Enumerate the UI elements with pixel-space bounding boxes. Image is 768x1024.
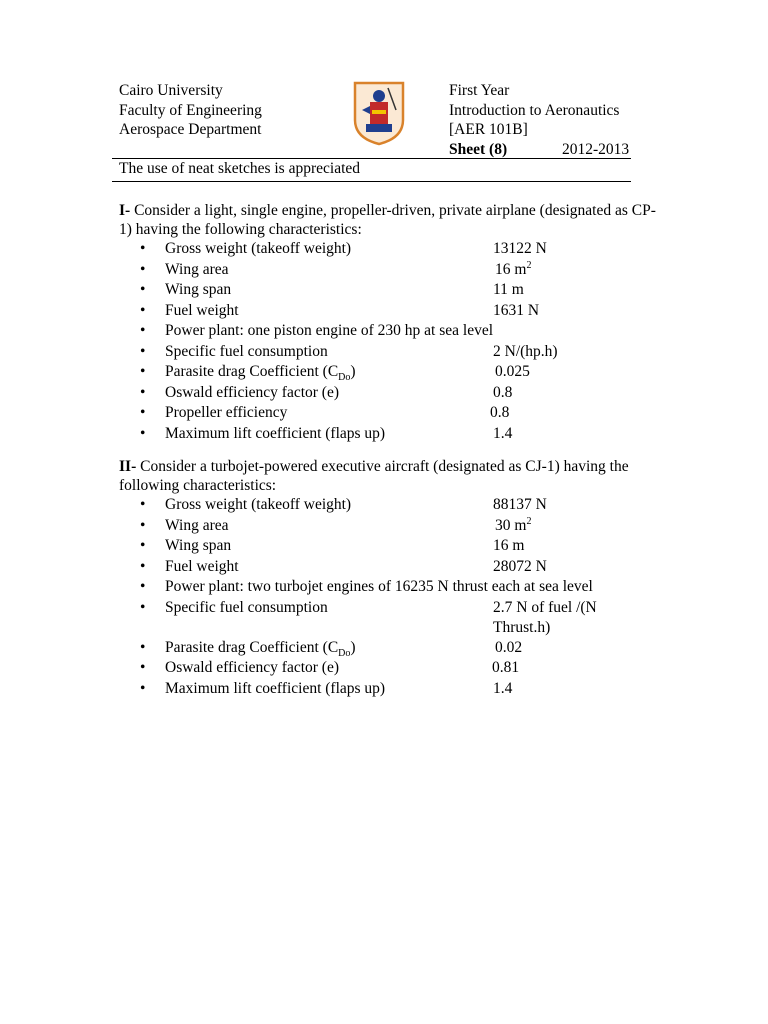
item-label: Oswald efficiency factor (e) bbox=[165, 659, 339, 676]
course-year: First Year bbox=[449, 82, 510, 99]
faculty-name: Faculty of Engineering bbox=[119, 101, 262, 119]
item-value: 11 m bbox=[493, 281, 524, 298]
item-label: Maximum lift coefficient (flaps up) bbox=[165, 679, 386, 697]
item-value: 0.81 bbox=[492, 659, 520, 676]
question-1-list bbox=[119, 239, 659, 444]
list-item: • Oswald efficiency factor (e) 0.81 bbox=[140, 659, 520, 676]
list-item: • Wing area 30 $m^2$ bbox=[140, 515, 532, 534]
item-value: 13122 N bbox=[493, 240, 547, 257]
item-value: 1631 N bbox=[493, 301, 540, 319]
item-value: 88137 N bbox=[493, 496, 547, 513]
item-label: Wing span bbox=[165, 281, 232, 298]
item-value: 0.8 bbox=[490, 404, 510, 421]
list-item: • Power plant: one piston engine of 230 hp at sea level bbox=[140, 322, 494, 339]
sketch-note: The use of neat sketches is appreciated bbox=[119, 160, 361, 177]
department-name: Aerospace Department bbox=[119, 121, 262, 138]
item-value: 0.025 bbox=[495, 363, 530, 380]
item-value: 2.7 N of fuel /(N Thrust.h) bbox=[493, 598, 597, 636]
question-1-text: Consider a light, single engine, propeller-driven, private airplane (designated as CP-1) having the following characteristics: bbox=[119, 202, 656, 238]
list-item: • Gross weight (takeoff weight) 13122 N bbox=[140, 240, 547, 257]
superscript: 2 bbox=[526, 259, 532, 271]
superscript: 2 bbox=[526, 515, 532, 527]
academic-year: 2012-2013 bbox=[562, 140, 630, 158]
item-label: Parasite drag Coefficient $(C_{Do})$ bbox=[165, 363, 356, 384]
item-label: Gross weight (takeoff weight) bbox=[165, 496, 352, 513]
list-item: • Maximum lift coefficient (flaps up) 1.4 bbox=[140, 679, 513, 697]
item-label: Wing area bbox=[165, 260, 229, 278]
course-code: [AER 101B] bbox=[449, 121, 528, 138]
subscript: Do bbox=[338, 647, 351, 659]
item-label: Maximum lift coefficient (flaps up) bbox=[165, 424, 386, 442]
university-name: Cairo University bbox=[119, 82, 223, 99]
item-label: Propeller efficiency bbox=[165, 404, 288, 421]
list-item: • Gross weight (takeoff weight) 88137 N bbox=[140, 496, 547, 513]
item-label: Wing span bbox=[165, 537, 232, 554]
question-2-list bbox=[119, 495, 659, 699]
list-item: • Fuel weight 1631 N bbox=[140, 301, 540, 319]
list-item: • Power plant: two turbojet engines of 16235 N thrust each at sea level bbox=[140, 578, 593, 595]
header-rule-bottom bbox=[112, 181, 631, 182]
item-label: Gross weight (takeoff weight) bbox=[165, 240, 352, 257]
item-value: 0.8 bbox=[493, 383, 513, 401]
list-item: • Fuel weight 28072 N bbox=[140, 557, 547, 575]
question-1-numeral: I- bbox=[119, 202, 131, 219]
header-institution bbox=[119, 81, 262, 140]
list-item: • Parasite drag Coefficient $(C_{Do})$ 0.025 bbox=[140, 363, 530, 384]
item-label: Wing area bbox=[165, 516, 229, 534]
item-label: Fuel weight bbox=[165, 557, 239, 575]
item-value: 30 $m^2$ bbox=[495, 515, 532, 534]
list-item: • Wing span 11 m bbox=[140, 281, 524, 298]
header-course bbox=[449, 81, 629, 159]
list-item: • Propeller efficiency 0.8 bbox=[140, 404, 510, 421]
item-value: 16 m bbox=[493, 537, 525, 554]
list-item: • Oswald efficiency factor (e) 0.8 bbox=[140, 383, 513, 401]
course-title: Introduction to Aeronautics bbox=[449, 101, 620, 119]
item-value: 1.4 bbox=[493, 424, 513, 442]
list-item: • Specific fuel consumption 2.7 N of fuel /(N Thrust.h) bbox=[119, 598, 659, 638]
item-label: Fuel weight bbox=[165, 301, 239, 319]
university-seal-icon bbox=[352, 80, 406, 146]
item-label: Oswald efficiency factor (e) bbox=[165, 383, 339, 401]
item-value: 28072 N bbox=[493, 557, 547, 575]
item-value: 2 N/(hp.h) bbox=[493, 342, 558, 360]
sheet-label: Sheet (8) bbox=[449, 140, 508, 158]
list-item: • Wing area 16 $m^2$ bbox=[140, 259, 532, 278]
item-value: 1.4 bbox=[493, 679, 513, 697]
question-2-intro bbox=[119, 457, 659, 495]
sheet-row bbox=[449, 140, 629, 160]
question-2-numeral: II- bbox=[119, 458, 137, 475]
question-1-intro bbox=[119, 201, 659, 239]
question-1 bbox=[119, 201, 659, 444]
item-label: Parasite drag Coefficient $(C_{Do})$ bbox=[165, 638, 356, 659]
item-value: 16 $m^2$ bbox=[495, 259, 532, 278]
question-2-text: Consider a turbojet-powered executive aircraft (designated as CJ-1) having the following characteristics: bbox=[119, 458, 629, 494]
item-label: Power plant: two turbojet engines of 16235 N thrust each at sea level bbox=[165, 578, 593, 595]
list-item: • Specific fuel consumption 2 N/(hp.h) bbox=[140, 342, 558, 360]
item-label: Specific fuel consumption bbox=[165, 342, 328, 360]
item-label: Power plant: one piston engine of 230 hp at sea level bbox=[165, 322, 494, 339]
item-label-wrap: Specific fuel consumption bbox=[165, 598, 328, 616]
list-item: • Parasite drag Coefficient $(C_{Do})$ 0.02 bbox=[140, 638, 523, 659]
list-item: • Maximum lift coefficient (flaps up) 1.4 bbox=[140, 424, 513, 442]
list-item: • Wing span 16 m bbox=[140, 537, 525, 554]
subscript: Do bbox=[338, 372, 351, 384]
question-2 bbox=[119, 457, 659, 699]
item-value: 0.02 bbox=[495, 638, 523, 656]
